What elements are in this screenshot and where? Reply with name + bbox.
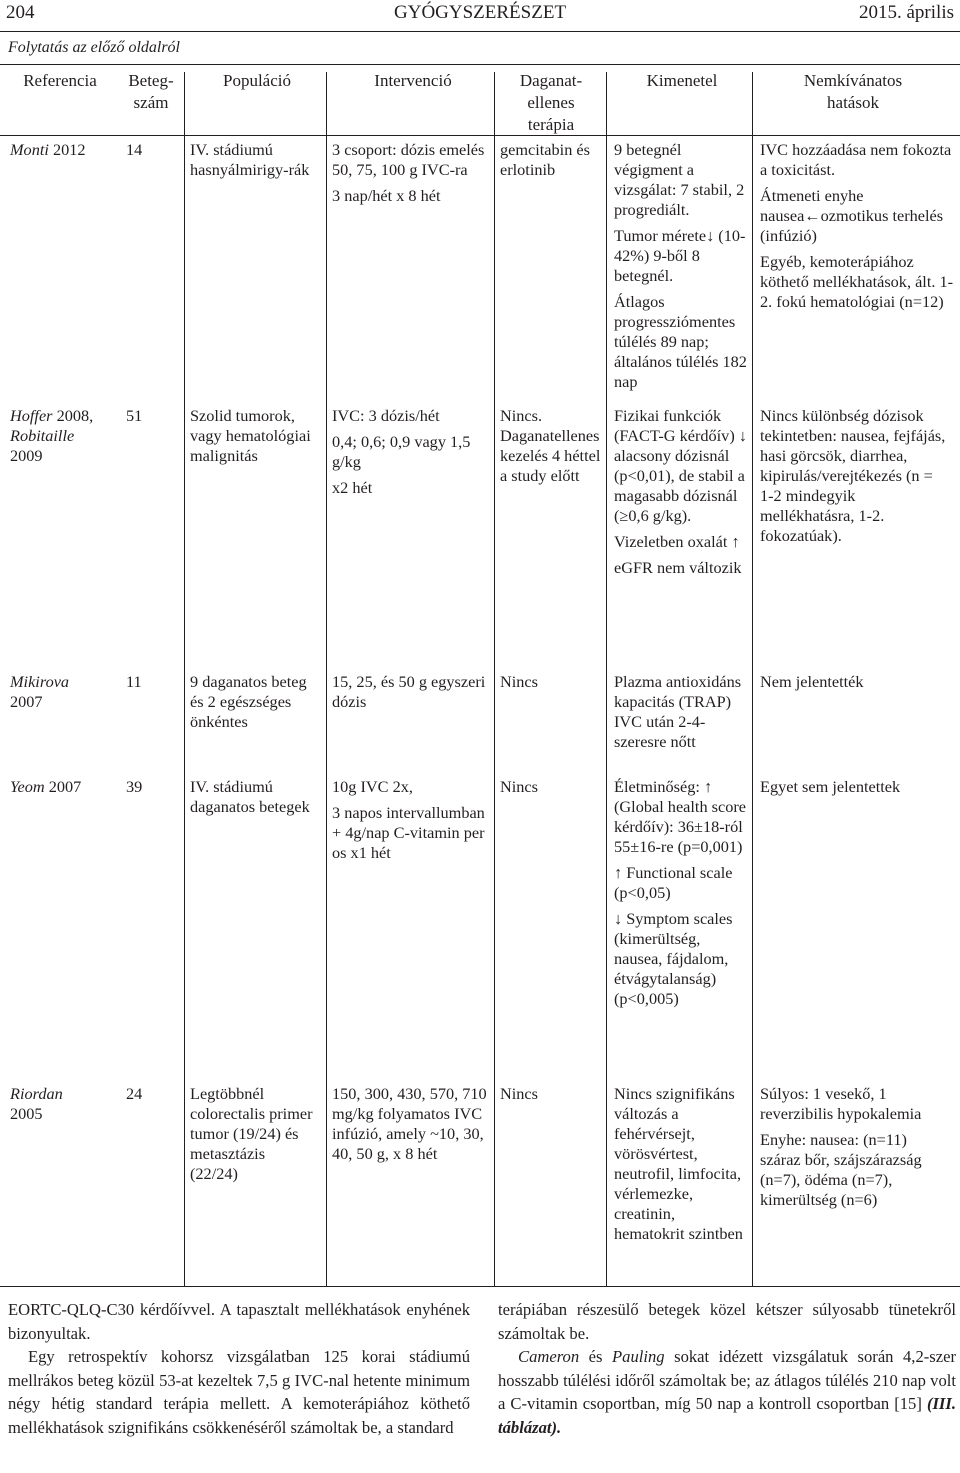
column-divider xyxy=(494,72,495,1286)
outcome-line: Életminőség: ↑ (Global health score kérdőív): 36±18-ról 55±16-re (p=0,001) xyxy=(614,777,747,856)
table-row-hoffer-adverse xyxy=(760,406,950,552)
intervention-line: 3 nap/hét x 8 hét xyxy=(332,186,441,205)
table-row-mikirova-outcome xyxy=(614,672,750,758)
outcome-line: Átlagos progressziómentes túlélés 89 nap; általános túlélés 182 nap xyxy=(614,292,747,391)
column-divider xyxy=(606,72,607,1286)
table-row-yeom-outcome xyxy=(614,777,750,1015)
table-row-mikirova-therapy: Nincs xyxy=(500,672,538,691)
ref-author: Hoffer xyxy=(10,406,53,425)
table-reference: (III. táblázat). xyxy=(498,1394,956,1437)
table-row-mikirova-population: 9 daganatos beteg és 2 egészséges önkéntes xyxy=(190,672,307,731)
author-name: Pauling xyxy=(612,1347,665,1366)
table-row-riordan-intervention xyxy=(332,1084,490,1170)
adverse-line: Nem jelentették xyxy=(760,672,864,691)
ref-year: 2007 xyxy=(44,777,82,796)
column-divider xyxy=(184,72,185,1286)
col-header-betegszam: Beteg- szám xyxy=(128,71,174,112)
table-row-monti-n: 14 xyxy=(126,140,143,159)
table-row-mikirova-n: 11 xyxy=(126,672,142,691)
ref-author: Mikirova xyxy=(10,672,70,691)
table-row-monti-intervention xyxy=(332,140,492,212)
table-row-yeom-intervention xyxy=(332,777,492,869)
outcome-line: Nincs szignifikáns változás a fehérvérsejt, vörösvértest, neutrofil, limfocita, vérlemezke, creatinin, hematokrit szintben xyxy=(614,1084,743,1243)
ref-author: Riordan xyxy=(10,1084,63,1103)
col-header-kimenetel: Kimenetel xyxy=(646,71,718,90)
body-paragraph: terápiában részesülő betegek közel kétszer súlyosabb tünetekről számoltak be. xyxy=(498,1300,956,1343)
adverse-line: Súlyos: 1 vesekő, 1 reverzibilis hypokalemia xyxy=(760,1084,922,1123)
table-row-hoffer-n: 51 xyxy=(126,406,143,425)
col-header-nemkivanatos: Nemkívánatos hatások xyxy=(803,71,903,112)
intervention-line: IVC: 3 dózis/hét xyxy=(332,406,440,425)
outcome-line: 9 betegnél végigment a vizsgálat: 7 stabil, 2 progrediált. xyxy=(614,140,745,219)
table-row-mikirova-ref xyxy=(10,672,120,712)
table-header-rule xyxy=(0,135,960,136)
table-row-yeom-population: IV. stádiumú daganatos betegek xyxy=(190,777,310,816)
adverse-line: Nincs különbség dózisok tekintetben: nausea, fejfájás, hasi görcsök, diarrhea, kipirulás/verejtékezés (n = 1-2 mindegyik mellékhatásra, 1-2. fokozatúak). xyxy=(760,406,946,545)
column-divider xyxy=(752,72,753,1286)
table-row-mikirova-adverse xyxy=(760,672,950,698)
ref-author: Monti xyxy=(10,140,49,159)
intervention-line: 15, 25, és 50 g egyszeri dózis xyxy=(332,672,486,711)
col-header-referencia: Referencia xyxy=(23,71,97,90)
table-row-mikirova-intervention xyxy=(332,672,488,718)
page-header xyxy=(0,2,960,28)
journal-title: GYÓGYSZERÉSZET xyxy=(394,2,567,23)
table-row-hoffer-population: Szolid tumorok, vagy hematológiai malignitás xyxy=(190,406,311,465)
header-rule xyxy=(0,31,960,32)
body-paragraph xyxy=(498,1345,956,1439)
table-row-riordan-adverse xyxy=(760,1084,950,1216)
adverse-line: Egyet sem jelentettek xyxy=(760,777,901,796)
intervention-line: 10g IVC 2x, xyxy=(332,777,413,796)
col-header-populacio: Populáció xyxy=(223,71,291,90)
ref-year: 2012 xyxy=(48,140,86,159)
adverse-line: Egyéb, kemoterápiához köthető mellékhatások, ált. 1-2. fokú hematológiai (n=12) xyxy=(760,252,954,311)
table-row-hoffer-therapy: Nincs. Daganatellenes kezelés 4 héttel a study előtt xyxy=(500,406,601,485)
adverse-line: Átmeneti enyhe nausea←ozmotikus terhelés (infúzió) xyxy=(760,186,944,245)
intervention-line: 150, 300, 430, 570, 710 mg/kg folyamatos IVC infúzió, amely ~10, 30, 40, 50 g, x 8 hét xyxy=(332,1084,487,1163)
table-row-monti-adverse xyxy=(760,140,954,318)
col-header-intervencio: Intervenció xyxy=(374,71,452,90)
ref-author: Robitaille xyxy=(10,426,75,445)
outcome-line: ↓ Symptom scales (kimerültség, nausea, fájdalom, étvágytalanság) (p<0,005) xyxy=(614,909,733,1008)
outcome-line: Tumor mérete↓ (10-42%) 9-ből 8 betegnél. xyxy=(614,226,746,285)
ref-author: Yeom xyxy=(10,777,45,796)
table-bottom-rule xyxy=(0,1286,960,1287)
table-row-yeom-therapy: Nincs xyxy=(500,777,538,796)
text-run: sokat idézett vizsgálatuk során 4,2-szer hosszabb túlélési időről számoltak be; az átlagos túlélés 210 nap volt a C-vitamin csoportban, míg 50 nap a kontroll csoportban [15] xyxy=(498,1347,956,1413)
intervention-line: 3 napos intervallumban + 4g/nap C-vitamin per os x1 hét xyxy=(332,803,485,862)
table-row-riordan-therapy: Nincs xyxy=(500,1084,538,1103)
table-row-riordan-ref xyxy=(10,1084,120,1124)
continuation-note: Folytatás az előző oldalról xyxy=(8,39,180,56)
column-divider xyxy=(326,72,327,1286)
outcome-line: Vizeletben oxalát ↑ xyxy=(614,532,740,551)
ref-year: 2009 xyxy=(10,446,43,465)
outcome-line: Plazma antioxidáns kapacitás (TRAP) IVC után 2-4-szeresre nőtt xyxy=(614,672,742,751)
body-paragraph: Egy retrospektív kohorsz vizsgálatban 125 korai stádiumú mellrákos beteg közül 53-at kezeltek 7,5 g IVC-nal hetente minimum négy hétig standard terápia mellett. A kemoterápiához köthető mellékhatások szignifikáns csökkenéséről számoltak be, a standard xyxy=(8,1347,470,1437)
table-row-hoffer-ref xyxy=(10,406,120,466)
table-row-riordan-outcome xyxy=(614,1084,748,1250)
ref-year: 2007 xyxy=(10,692,43,711)
table-row-monti-outcome xyxy=(614,140,752,398)
outcome-line: ↑ Functional scale (p<0,05) xyxy=(614,863,733,902)
table-top-rule xyxy=(0,64,960,65)
adverse-line: Enyhe: nausea: (n=11) száraz bőr, szájszárazság (n=7), ödéma (n=7), kimerültség (n=6) xyxy=(760,1130,922,1209)
table-row-hoffer-outcome xyxy=(614,406,750,584)
author-name: Cameron xyxy=(518,1347,580,1366)
ref-year: 2008, xyxy=(52,406,94,425)
body-paragraph: EORTC-QLQ-C30 kérdőívvel. A tapasztalt mellékhatások enyhének bizonyultak. xyxy=(8,1300,470,1343)
table-row-monti-therapy: gemcitabin és erlotinib xyxy=(500,140,590,179)
outcome-line: eGFR nem változik xyxy=(614,558,742,577)
table-row-yeom-n: 39 xyxy=(126,777,143,796)
col-header-daganatellenes: Daganat- ellenes terápia xyxy=(519,71,583,134)
intervention-line: x2 hét xyxy=(332,478,373,497)
page-number: 204 xyxy=(6,2,35,23)
table-row-yeom-adverse xyxy=(760,777,950,803)
table-row-hoffer-intervention xyxy=(332,406,488,504)
ref-year: 2005 xyxy=(10,1104,43,1123)
table-row-riordan-n: 24 xyxy=(126,1084,143,1103)
table-row-monti-ref xyxy=(10,140,120,160)
body-column-left xyxy=(8,1298,470,1439)
intervention-line: 3 csoport: dózis emelés 50, 75, 100 g IVC-ra xyxy=(332,140,485,179)
table-row-yeom-ref xyxy=(10,777,120,797)
issue-date: 2015. április xyxy=(859,2,954,23)
adverse-line: IVC hozzáadása nem fokozta a toxicitást. xyxy=(760,140,952,179)
intervention-line: 0,4; 0,6; 0,9 vagy 1,5 g/kg xyxy=(332,432,471,471)
body-column-right xyxy=(498,1298,956,1439)
text-run: és xyxy=(579,1347,613,1366)
outcome-line: Fizikai funkciók (FACT-G kérdőív) ↓ alacsony dózisnál (p<0,01), de stabil a magasabb dózisnál (≥0,6 g/kg). xyxy=(614,406,747,525)
table-row-riordan-population: Legtöbbnél colorectalis primer tumor (19/24) és metasztázis (22/24) xyxy=(190,1084,313,1183)
table-row-monti-population: IV. stádiumú hasnyálmirigy-rák xyxy=(190,140,310,179)
